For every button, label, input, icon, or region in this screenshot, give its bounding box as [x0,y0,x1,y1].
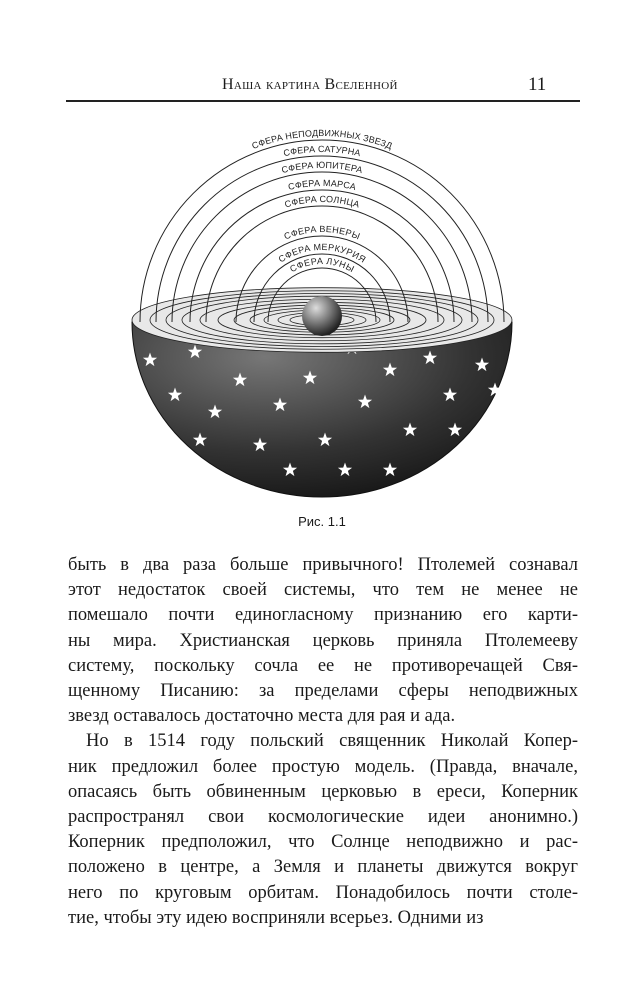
text-line: него по круговым орбитам. Понадобилось почти столе- [68,882,578,903]
running-header-title: Наша картина Вселенной [222,76,398,93]
text-line: положено в центре, а Земля и планеты движутся вокруг [68,857,578,878]
text-line: щенному Писанию: за пределами сферы неподвижных [68,681,578,702]
sphere-label [283,194,360,210]
sphere-label [280,160,363,175]
sphere-label-text: СФЕРА ЮПИТЕРА [280,159,364,176]
text-line: этот недостаток своей системы, что тем не менее не [68,580,578,601]
body-text [68,553,578,931]
text-line: ны мира. Христианская церковь приняла Птолемееву [68,630,578,651]
sphere-label-text: СФЕРА ЛУНЫ [288,255,356,275]
text-line: ник предложил более простую модель. (Правда, вначале, [68,756,578,777]
text-line: тие, чтобы эту идею восприняли всерьез. Одними из [68,907,484,928]
text-line: распространял свои космологические идеи анонимно.) [68,807,578,828]
text-line: Коперник предположил, что Солнце неподвижно и рас- [68,832,578,853]
text-line: звезд оставалось достаточно места для рая и ада. [68,706,456,727]
text-line: опасаясь быть обвиненным церковью в ереси, Коперник [68,781,578,802]
sphere-label [283,224,362,242]
sphere-label-text: СФЕРА МАРСА [287,177,357,192]
earth-ball [302,296,342,336]
sphere-label-text: СФЕРА ВЕНЕРЫ [282,223,362,242]
text-line: быть в два раза больше привычного! Птолемей сознавал [68,555,578,575]
page-number: 11 [528,74,547,95]
figure-caption: Рис. 1.1 [298,514,346,529]
sphere-label-text: СФЕРА САТУРНА [282,143,362,159]
text-line: Но в 1514 году польский священник Николай Копер- [86,731,578,752]
sphere-label-text: СФЕРА МЕРКУРИЯ [276,241,368,265]
sphere-label [288,256,356,274]
text-line: систему, поскольку сочла ее не противоречащей Свя- [68,655,578,676]
sphere-label-text: СФЕРА НЕПОДВИЖНЫХ ЗВЕЗД [250,127,394,151]
sphere-label-text: СФЕРА СОЛНЦА [283,194,361,210]
ptolemaic-spheres-figure [0,110,644,510]
text-line: помешало почти единогласному признанию его карти- [68,605,578,626]
header-rule [66,100,580,102]
